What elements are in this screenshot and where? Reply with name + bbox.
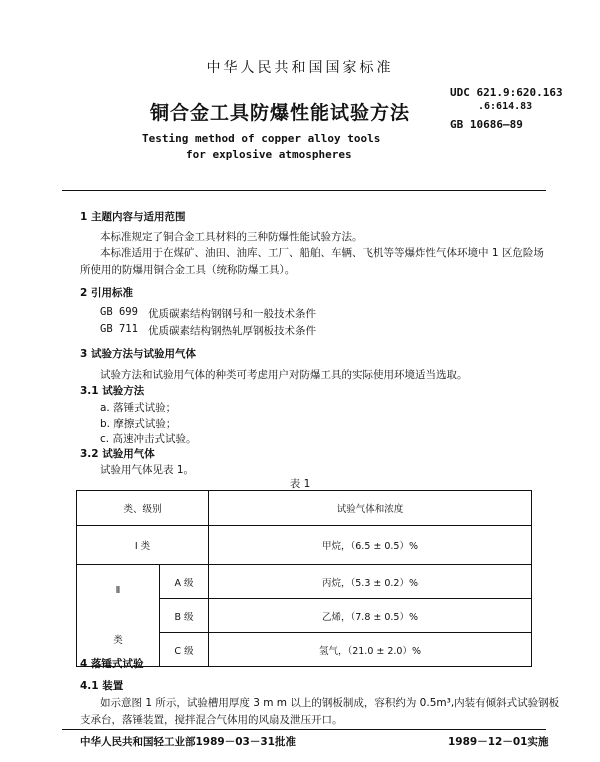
section-4-1-paragraph-line1: 如示意图 1 所示，试验槽用厚度 3 m m 以上的钢板制成，容积约为 0.5m³,内装有倾斜式试验钢板	[100, 697, 560, 709]
gb-number: GB 10686—89	[450, 118, 523, 131]
page-title: 铜合金工具防爆性能试验方法	[150, 102, 411, 124]
method-b: b. 摩擦式试验；	[100, 418, 177, 430]
grade-cell: A 级	[160, 565, 209, 599]
section-1-paragraph-2-line2: 所使用的防爆用铜合金工具（统称防爆工具）。	[80, 264, 296, 276]
gas-table	[76, 490, 532, 667]
gas-cell: 氢气，（21.0 ± 2.0）%	[209, 633, 532, 667]
table-1-caption: 表 1	[289, 478, 311, 490]
table-row	[77, 526, 532, 565]
udc-code-continued: .6:614.83	[478, 101, 533, 112]
method-a: a. 落锤式试验；	[100, 402, 177, 414]
section-3-1-heading: 3.1 试验方法	[80, 385, 145, 397]
section-3-2-heading: 3.2 试验用气体	[80, 448, 155, 460]
reference-2-title: 优质碳素结构钢热轧厚钢板技术条件	[148, 325, 316, 337]
udc-code: UDC 621.9:620.163	[450, 86, 563, 99]
gas-cell: 丙烷，（5.3 ± 0.2）%	[209, 565, 532, 599]
footer-divider	[62, 729, 546, 730]
gas-cell: 乙烯，（7.8 ± 0.5）%	[209, 599, 532, 633]
section-2-heading: 2 引用标准	[80, 287, 133, 299]
table-row	[77, 565, 532, 599]
section-3-heading: 3 试验方法与试验用气体	[80, 348, 196, 360]
column-header-class: 类、级别	[77, 491, 209, 526]
column-header-gas: 试验气体和浓度	[209, 491, 532, 526]
class-one-cell: Ⅰ 类	[77, 526, 209, 565]
class-two-cell	[77, 565, 160, 667]
section-3-paragraph: 试验方法和试验用气体的种类可考虑用户对防爆工具的实际使用环境适当选取。	[100, 369, 468, 381]
reference-1-title: 优质碳素结构钢钢号和一般技术条件	[148, 308, 316, 320]
gas-cell: 甲烷，（6.5 ± 0.5）%	[209, 526, 532, 565]
section-4-heading: 4 落锤式试验	[80, 658, 144, 670]
section-4-1-heading: 4.1 装置	[80, 680, 124, 692]
class-two-suffix: 类	[113, 634, 123, 646]
section-1-heading: 1 主题内容与适用范围	[80, 211, 186, 223]
section-3-2-paragraph: 试验用气体见表 1。	[100, 464, 195, 476]
grade-cell: C 级	[160, 633, 209, 667]
header-divider	[62, 190, 546, 191]
grade-cell: B 级	[160, 599, 209, 633]
section-1-paragraph-1: 本标准规定了铜合金工具材料的三种防爆性能试验方法。	[100, 231, 363, 243]
section-1-paragraph-2-line1: 本标准适用于在煤矿、油田、油库、工厂、船舶、车辆、飞机等等爆炸性气体环境中 1 区危险场	[100, 247, 544, 259]
class-two-numeral: Ⅱ	[115, 585, 121, 597]
effective-date: 1989－12－01实施	[448, 736, 549, 748]
reference-2-code: GB 711	[100, 323, 138, 335]
section-4-1-paragraph-line2: 支承台，落锤装置，搅拌混合气体用的风扇及泄压开口。	[80, 714, 343, 726]
reference-1-code: GB 699	[100, 306, 138, 318]
approval-note: 中华人民共和国轻工业部1989－03－31批准	[80, 736, 296, 748]
english-title-line1: Testing method of copper alloy tools	[142, 132, 381, 145]
table-header-row	[77, 491, 532, 526]
standard-name: 中华人民共和国国家标准	[206, 60, 394, 76]
method-c: c. 高速冲击式试验。	[100, 433, 197, 445]
english-title-line2: for explosive atmospheres	[186, 148, 352, 161]
